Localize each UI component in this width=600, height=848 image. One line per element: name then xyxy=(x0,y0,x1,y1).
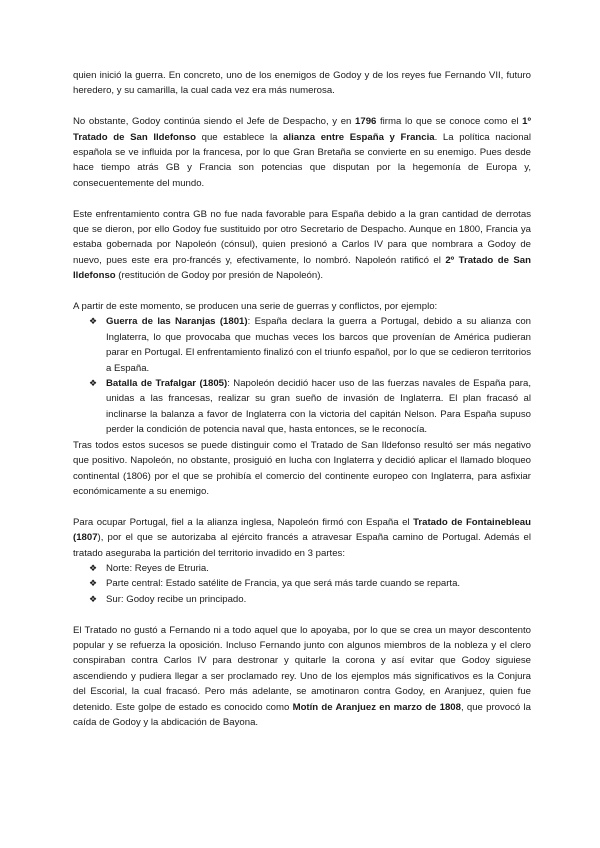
list-item: ❖ Batalla de Trafalgar (1805): Napoleón decidió hacer uso de las fuerzas navales de España para, unidas a las francesas, realizar su gran sueño de invasión de Inglaterra. El plan fracasó al inclinarse la balanza a favor de Inglaterra con la victoria del capitán Nelson. Para España supuso perder la condición de potencia naval que, hasta entonces, se le reconocía. xyxy=(89,378,531,436)
paragraph-7: El Tratado no gustó a Fernando ni a todo aquel que lo apoyaba, por lo que se crea un mayor descontento popular y se refuerza la oposición. Incluso Fernando junto con algunos miembros de la nobleza y el clero conspiraban contra Carlos IV para destronar y quitarle la corona y así evitar que Godoy siguiese ascendiendo y pudiera llegar a ser proclamado rey. Uno de los ejemplos más significativos es la Conjura del Escorial, la cual fracasó. Pero más adelante, se amotinaron contra Godoy, en Aranjuez, quien fue detenido. Este golpe de estado es conocido como Motín de Aranjuez en marzo de 1808, que provocó la caída de Godoy y la abdicación de Bayona. xyxy=(73,624,531,728)
paragraph-6: Para ocupar Portugal, fiel a la alianza inglesa, Napoleón firmó con España el Tratado de Fontainebleau (1807), por el que se autorizaba al ejército francés a atravesar España camino de Portugal. Además el tratado aseguraba la partición del territorio invadido en 3 partes: xyxy=(73,516,531,559)
diamond-bullet-icon: ❖ xyxy=(89,562,98,573)
paragraph-1: quien inició la guerra. En concreto, uno de los enemigos de Godoy y de los reyes fue Fernando VII, futuro heredero, y su camarilla, la cual cada vez era más numerosa. xyxy=(73,70,531,97)
document-page xyxy=(73,68,531,730)
diamond-bullet-icon: ❖ xyxy=(89,316,98,327)
list-item: ❖ Parte central: Estado satélite de Francia, ya que será más tarde cuando se reparta. xyxy=(73,576,531,591)
paragraph-4: A partir de este momento, se producen una serie de guerras y conflictos, por ejemplo: xyxy=(73,301,438,313)
paragraph-2: No obstante, Godoy continúa siendo el Jefe de Despacho, y en 1796 firma lo que se conoce como el 1º Tratado de San Ildefonso que establece la alianza entre España y Francia. La política nacional española se ve influida por la francesa, por lo que Gran Bretaña se convierte en su enemigo. Pues desde hace tiempo atrás GB y Francia son potencias que disputan por la hegemonía de Europa y, consecuentemente del mundo. xyxy=(73,116,532,189)
paragraph-3: Este enfrentamiento contra GB no fue nada favorable para España debido a la gran cantidad de derrotas que se dieron, por ello Godoy fue sustituido por otro Secretario de Despacho. Aunque en 1800, Francia ya estaba gobernada por Napoleón (cónsul), quien presionó a Carlos IV para que nombrara a Godoy de nuevo, pues este era pro-francés y, efectivamente, lo nombró. Napoleón ratificó el 2º Tratado de San Ildefonso (restitución de Godoy por presión de Napoleón). xyxy=(73,208,532,282)
diamond-bullet-icon: ❖ xyxy=(89,593,98,604)
partition-list xyxy=(73,561,531,607)
list-item: ❖ Sur: Godoy recibe un principado. xyxy=(73,592,531,607)
conflicts-list xyxy=(73,314,531,437)
diamond-bullet-icon: ❖ xyxy=(89,378,98,389)
list-item: ❖ Norte: Reyes de Etruria. xyxy=(73,561,531,576)
paragraph-5: Tras todos estos sucesos se puede distinguir como el Tratado de San Ildefonso resultó ser más negativo que positivo. Napoleón, no obstante, prosiguió en lucha con Inglaterra y decidió aplicar el llamado bloqueo continental (1806) por el que se prohibía el comercio del continente europeo con Inglaterra, para asfixiar económicamente a su enemigo. xyxy=(73,439,531,497)
list-item: ❖ Guerra de las Naranjas (1801): España declara la guerra a Portugal, debido a su alianza con Inglaterra, lo que provocaba que muchas veces los barcos que provenían de América pudieran parar en Portugal. El enfrentamiento finalizó con el triunfo español, por lo que se cedieron territorios a España. xyxy=(89,316,531,374)
diamond-bullet-icon: ❖ xyxy=(89,578,98,589)
